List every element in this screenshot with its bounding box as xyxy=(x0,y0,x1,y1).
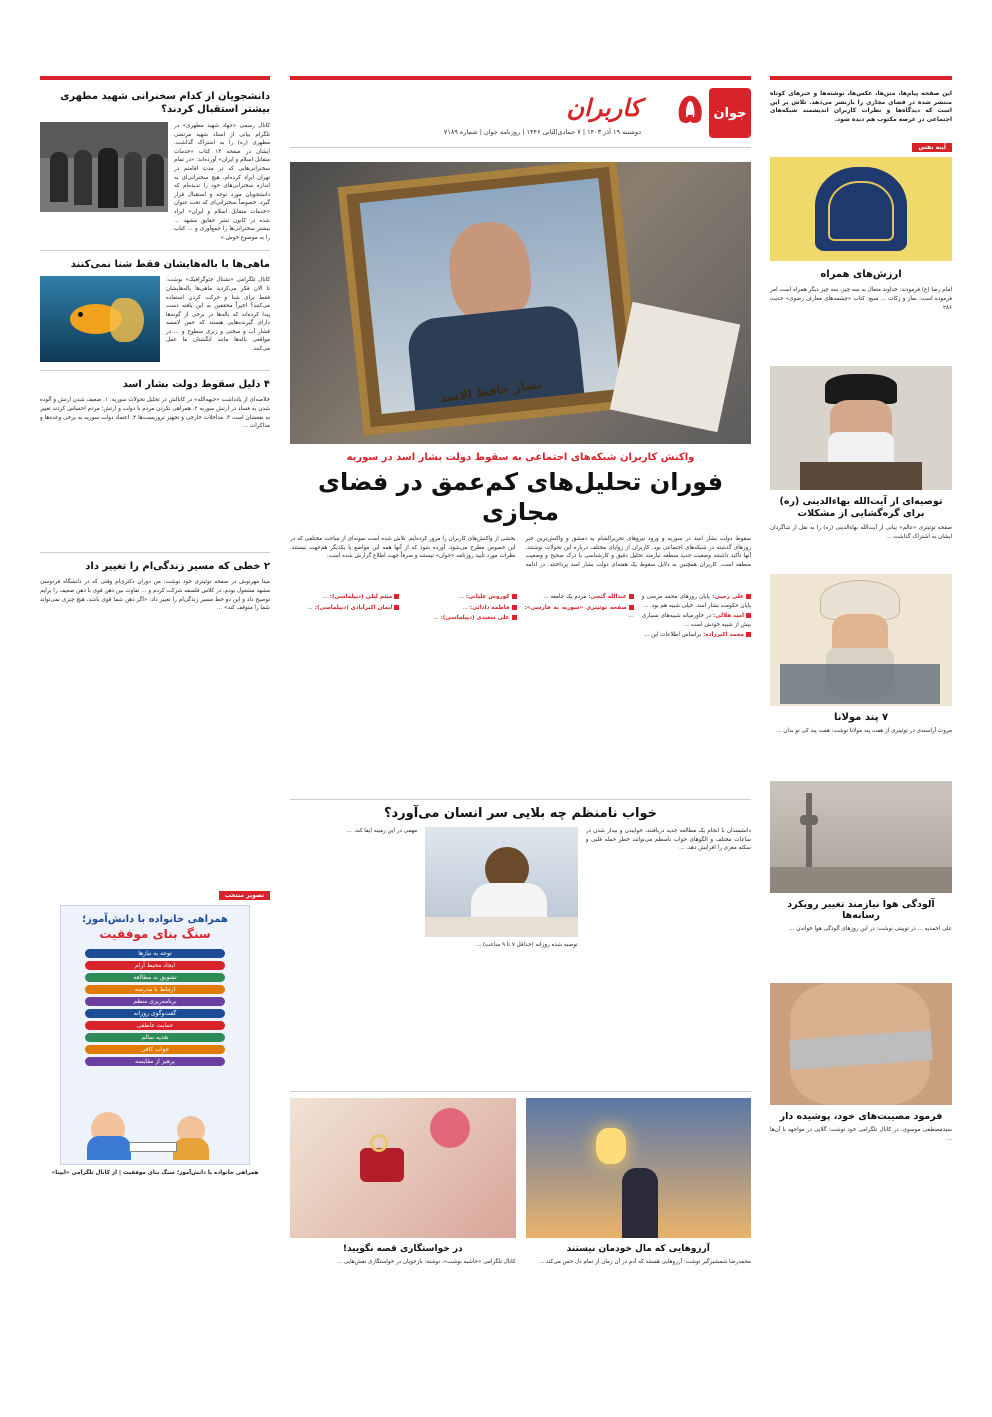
comment-text: مردم یک جامعه ... xyxy=(543,594,587,600)
user-comment xyxy=(642,612,751,629)
education-poster xyxy=(60,905,250,1165)
user-comment xyxy=(525,593,634,602)
bullet-square-icon xyxy=(629,605,634,610)
taped-mouth-image xyxy=(770,983,952,1105)
goldfish-image xyxy=(40,276,160,362)
comment-author: صفحه توئیتری «سوریه به فارسی»: xyxy=(524,604,627,611)
right-story-2-body: مروت آراسته‌ی در توئیتری از هفت پند مولانا نوشت: هفت پند کی تو بدان ... xyxy=(776,728,952,735)
left-story-1-body: کانال رسمی «جهاد شهید مطهری» در تلگرام بیانی از استاد شهید مرتضی مطهری (ره) را به اشتراک گذاشت. ایشان در صفحه ۱۴ کتاب «خدمات متقابل اسلام و ایران» آورده‌اند: «در تمام سخنرانی‌هایی که در مدت اقامتم در تهران ایراد کرده‌ام، هیچ سخنرانی‌ای به اندازه سخنرانی‌های خود را ندیده‌ام که دانشجویان مورد توجه و استقبال قرار گیرد. خصوصاً سخنرانی‌ای که تحت عنوان «خدمات متقابل اسلام و ایران» ایراد شده در کانون نشر حقایق مشهد ... بیشتر سخنرانی‌ها را جمع‌آوری و ... کتاب را به موضوع خوش.» xyxy=(174,123,270,241)
sleep-body-3: توصیه شده روزانه (حداقل ۷ تا ۹ ساعت) ... xyxy=(475,942,578,948)
user-comment xyxy=(525,604,634,621)
girl-lantern-image xyxy=(526,1098,752,1238)
bullet-square-icon xyxy=(512,594,517,599)
section-title: کاربران xyxy=(566,94,641,122)
poster-item: ارتباط با مدرسه xyxy=(85,985,225,994)
rumi-painting xyxy=(770,574,952,706)
featured-image-badge: تصویر منتخب xyxy=(219,891,270,900)
user-comment xyxy=(290,604,399,613)
right-story-1-title: توصیه‌ای از آیت‌الله بهاءالدینی (ره) برای گره‌گشایی از مشکلات xyxy=(779,496,943,520)
cleric-portrait xyxy=(770,366,952,490)
comments-column-1 xyxy=(642,593,751,793)
left-story-4-body: مینا مهرنوش در صفحه توئیتری خود نوشت: من دوران دکتری‌ام وقتی که در دانشگاه فردوسی مشهد مشغول بودم، در کلاس فلسفه شرکت کردم و ... تفاوت بین ذهن قوی با ذهن ضعیف را برایم توضیح داد و این دو خط مسیر زندگی‌ام را تغییر داد: «اگر ذهن شما قوی باشد، هیچ چیزی نمی‌تواند شما را متوقف کند» ... xyxy=(40,579,270,612)
user-comment xyxy=(290,593,399,602)
comments-column-4 xyxy=(290,593,399,793)
left-column xyxy=(40,0,270,1178)
bottom-story-1-title: آرزوهایی که مال خودمان نیستند xyxy=(566,1244,710,1254)
comment-text: ... xyxy=(322,594,328,600)
bullet-square-icon xyxy=(394,605,399,610)
poster-item: تغذیه سالم xyxy=(85,1033,225,1042)
bullet-square-icon xyxy=(746,594,751,599)
poster-item: ایجاد محیط آرام xyxy=(85,961,225,970)
bullet-square-icon xyxy=(629,594,634,599)
comment-author: علی سعیدی (دیپلماسی): xyxy=(438,615,510,622)
calligraphy-image xyxy=(770,157,952,261)
comments-column-2 xyxy=(525,593,634,793)
sleep-body-1: دانشمندان با انجام یک مطالعه جدید دریافتند، خوابیدن و بیدار شدن در ساعات مختلف و الگوهای خواب نامنظم می‌توانند خطر حمله قلبی و سکته مغزی را افزایش دهد. ... xyxy=(585,828,751,852)
right-story-2-title: ۷ پند مولانا xyxy=(833,712,889,724)
comment-author: فاطمه دادائی: xyxy=(467,604,510,611)
main-column xyxy=(290,0,751,1298)
poster-item: گفت‌وگوی روزانه xyxy=(85,1009,225,1018)
comment-text: ... xyxy=(433,615,439,622)
sleep-body-2: مهمی در این زمینه ایفا کند. ... xyxy=(346,828,418,834)
photo-caption: بشار حافظ الاسد xyxy=(439,376,543,406)
assad-portrait-photo xyxy=(290,162,751,444)
subtitle: واکنش کاربران شبکه‌های اجتماعی به سقوط دولت بشار اسد در سوریه xyxy=(346,452,695,463)
comment-text: ... xyxy=(462,604,468,611)
left-story-2-title: ماهی‌ها با باله‌هایشان فقط شنا نمی‌کنند xyxy=(70,259,270,271)
comment-author: میثم لیلی (دیپلماسی): xyxy=(327,594,393,600)
comment-author: عبدالله گنجی: xyxy=(586,594,627,600)
comment-author: علی رجبی: xyxy=(709,594,744,600)
user-comment xyxy=(407,614,516,623)
poster-caption: همراهی خانواده با دانش‌آموز؛ سنگ بنای موفقیت | از کانال تلگرامی «ایپنا» xyxy=(51,1170,259,1177)
poster-illustration xyxy=(81,1098,231,1158)
right-story-4-body: سیدمصطفی موسوی، در کانال تلگرامی خود نوشت: گلایی در مواجهه با آن‌ها ... xyxy=(770,1127,952,1142)
brand-logo xyxy=(709,88,751,138)
bottom-story-2-body: کانال تلگرامی «حاشیه نوشت»، نوشته: بازجویان در خواستگاری نقش‌هایی ... xyxy=(336,1259,516,1265)
right-story-3-body: علی احمدیه ... در توییتی نوشت: در این روزهای آلودگی هوا خواندن ... xyxy=(789,926,952,933)
bullet-square-icon xyxy=(746,613,751,618)
comment-text: براساس اطلاعات این ... xyxy=(644,632,702,639)
poster-subtitle: سنگ بنای موفقیت xyxy=(99,927,211,942)
right-column xyxy=(770,0,952,1176)
comment-author: کوروش علیانی: xyxy=(463,594,510,600)
historic-photo xyxy=(40,122,168,212)
tired-man-image xyxy=(425,827,578,937)
brand-text: جوان xyxy=(713,105,747,121)
bullet-square-icon xyxy=(512,615,517,620)
left-story-1-title: دانشجویان از کدام سخنرانی شهید مطهری بیشتر استقبال کردند؟ xyxy=(60,91,270,115)
bottom-story-1-body: محمدرضا شمشیرگیر نوشت: آرزوهایی هستند که آدم در آن زمان از تمام دل حس می‌کند ... xyxy=(538,1259,751,1265)
left-story-2-body: کانال تلگرامی «نشنال جئوگرافیک» نوشت: تا الان فکر می‌کردید ماهی‌ها باله‌هایشان فقط برای شنا و حرکت کردن استفاده می‌کنند؟ اخیراً محققین به این یافته دست پیدا کرده‌اند که باله‌ها در برخی از گونه‌ها دارای گیرنده‌هایی هستند که حس لامسه فشار آب و سختی و زبری سطوح و ... در مواقعی باله‌ها مانند انگشتان ما عمل می‌کنند. xyxy=(166,277,270,353)
quote-title: ارزش‌های همراه xyxy=(820,269,902,281)
right-story-4-title: فرمود مصیبت‌های خود، پوشیده دار xyxy=(779,1111,943,1123)
user-comment xyxy=(407,593,516,602)
poster-title: همراهی خانواده با دانش‌آموز؛ xyxy=(82,914,228,926)
poster-item: پرهیز از مقایسه xyxy=(85,1057,225,1066)
right-story-3-title: آلودگی هوا نیازمند تغییر رویکرد رسانه‌ها xyxy=(787,899,935,922)
comment-text: ... xyxy=(628,613,634,620)
lead-paragraph: سقوط دولت بشار اسد در سوریه و ورود نیروهای تحریرالشام به دمشق و واکنش‌ترین خبر روزهای گذشته در شبکه‌های اجتماعی بود. کاربران از زوایای مختلف درباره این تحولات نوشتند. آنها تأکید داشتند وضعیت جدید منطقه نیازمند تحلیل دقیق و کارشناسی با درک صحیح و وضعیت منطقه است. کاربران همچنین به دلایل سقوط یک هفته‌ای دولت بشار اسد پرداختند. در ادامه بخشی از واکنش‌های کاربران را مرور کرده‌ایم. تلاش شده است نمونه‌ای از مباحث مختلفی که در این خصوص مطرح می‌شود، آورده شود که از آنها همه این مواضع یا یکدیگر هم‌جهت نیستند. نظرات مورد تأیید روزنامه «جوان» نیستند و صرفاً جهت اطلاع گزارش شده است. xyxy=(290,536,751,568)
tehran-smog-image xyxy=(770,781,952,893)
intro-text: این صفحه پیام‌ها، متن‌ها، عکس‌ها، نوشته‌ها و خبرهای کوتاه منتشر شده در فضای مجازی را بازنشر می‌دهد. تلاش بر این است که دیدگاه‌ها و نظرات کاربران اندیشمند شبکه‌های اجتماعی در عرصه مکتوب هم دیده شود. xyxy=(770,90,952,123)
comment-text: ... xyxy=(458,594,464,600)
comment-text: پایان روزهای محمد مرسی و پایان حکومت بشار اسد، خیلی شبیه هم بود. ... xyxy=(641,594,751,609)
comments-column-3 xyxy=(407,593,516,793)
comment-text: ... xyxy=(307,604,313,611)
left-story-4-title: ۲ خطی که مسیر زندگی‌ام را تغییر داد xyxy=(85,561,270,573)
user-comment xyxy=(642,593,751,610)
bullet-square-icon xyxy=(512,605,517,610)
poster-item: توجه به نیازها xyxy=(85,949,225,958)
date-line: دوشنبه ۱۹ آذر ۱۴۰۳ | ۷ جمادی‌الثانی ۱۴۴۶ | روزنامه جوان | شماره ۷۱۸۹ xyxy=(443,128,641,136)
poster-item: حمایت عاطفی xyxy=(85,1021,225,1030)
bottom-story-2-title: در خواستگاری قصه نگویید! xyxy=(342,1244,463,1254)
left-story-3-title: ۴ دلیل سقوط دولت بشار اسد xyxy=(122,379,270,391)
left-story-3-body: خلاصه‌ای از یادداشت «جبهه‌الله» در کانالش در تحلیل تحولات سوریه: ۱. ضعیف شدن ارتش و آلوده شدن به فساد در ارتش سوریه ۲. همراهی نکردن مردم با دولت و ارتش؛ مردم احساس کردند تغییر به نفعشان است ۳. مداخلات خارجی و تجهیز تروریست‌ها ۴. اعتماد دولت سوریه به برخی وعده‌ها و مذاکرات ... xyxy=(40,397,270,430)
user-comment xyxy=(642,631,751,640)
bullet-square-icon xyxy=(394,594,399,599)
ring-proposal-image xyxy=(290,1098,516,1238)
comment-author: محمد اکبرزاده: xyxy=(701,632,744,639)
poster-item: برنامه‌ریزی منظم xyxy=(85,997,225,1006)
mirror-badge: آینه نفس xyxy=(912,143,952,152)
quote-body: امام رضا (ع) فرمودند: خداوند متعال به سه چیز، سه چیز دیگر همراه است امر فرموده است: نماز و زکات ... منبع: کتاب «چشمه‌های معارف رضوی» حدیث ۲۸۶ xyxy=(770,287,952,311)
comment-text: در خاورمیانه شبیه‌های بسیاری بیش از شبیه خودش است ... xyxy=(641,613,751,628)
poster-item: خواب کافی xyxy=(85,1045,225,1054)
bullet-square-icon xyxy=(746,632,751,637)
headline: فوران تحلیل‌های کم‌عمق در فضای مجازی xyxy=(317,468,724,526)
right-story-1-body: صفحه توئیتری «عالم» بیانی از آیت‌الله بهاءالدینی (ره) را به نقل از شاگردان ایشان به اشتراک گذاشت ... xyxy=(770,525,952,540)
user-comment xyxy=(407,604,516,613)
poster-item: تشویق به مطالعه xyxy=(85,973,225,982)
masthead xyxy=(290,80,751,148)
comment-author: امید هلالی: xyxy=(711,613,744,620)
poster-list xyxy=(85,949,225,1066)
sleep-headline: خواب نامنظم چه بلایی سر انسان می‌آورد؟ xyxy=(383,806,658,821)
comments-grid xyxy=(290,593,751,793)
comment-author: ایمان اکبرآبادی (دیپلماسی): xyxy=(312,604,393,611)
page-number: ۵ xyxy=(677,84,703,133)
